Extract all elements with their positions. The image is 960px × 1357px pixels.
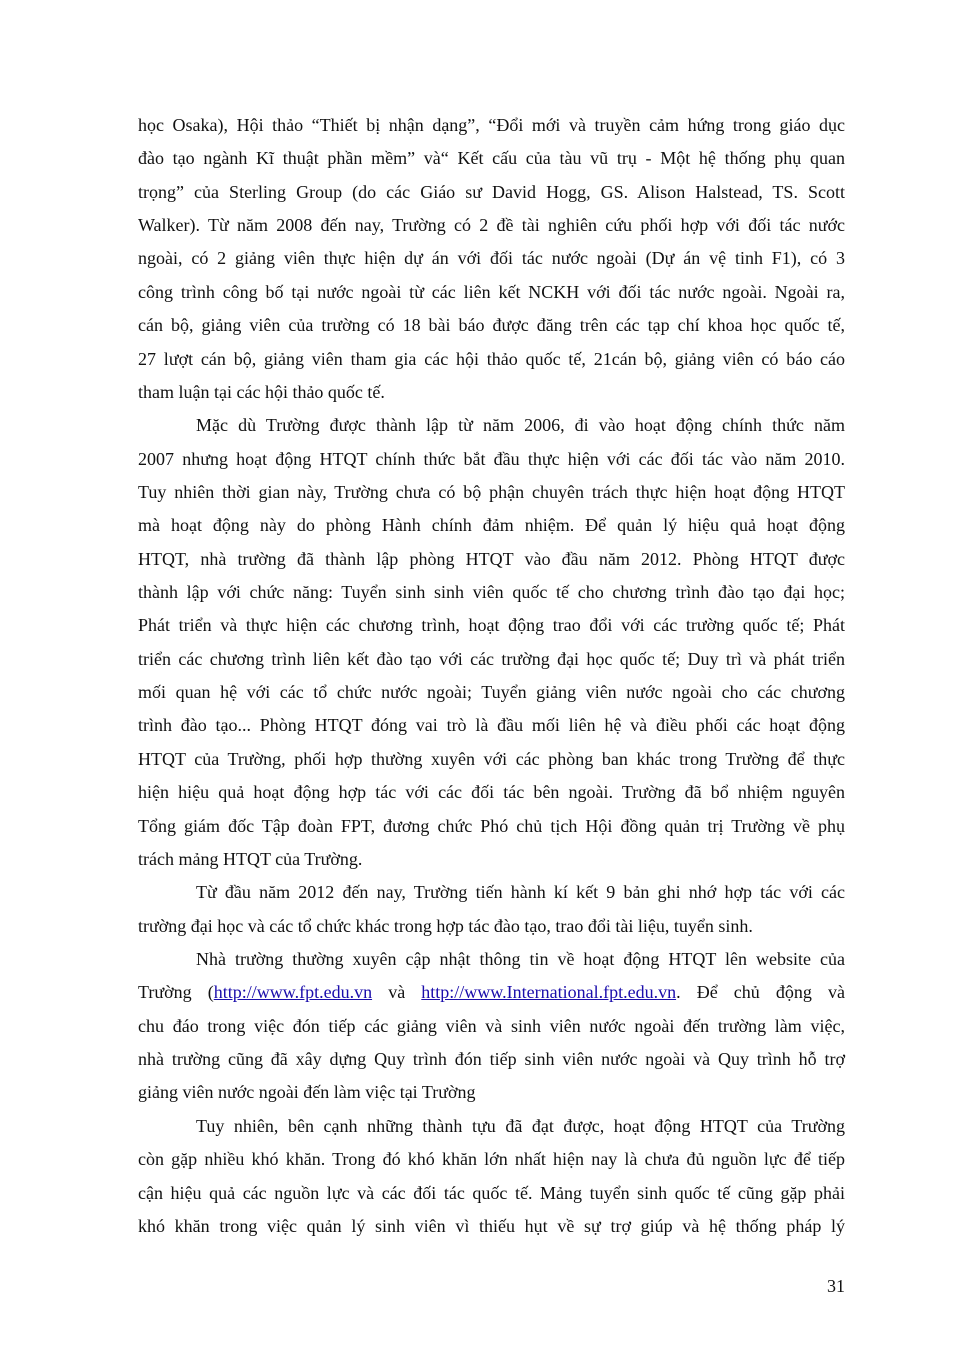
- text-line: Mặc dù Trường được thành lập từ năm 2006, đi vào hoạt động chính thức năm: [196, 415, 845, 436]
- text-line: 27 lượt cán bộ, giảng viên tham gia các hội thảo quốc tế, 21cán bộ, giảng viên có báo cáo: [138, 348, 845, 369]
- international-website-link[interactable]: http://www.International.fpt.edu.vn: [421, 982, 677, 1003]
- text-line: triển các chương trình liên kết đào tạo với các trường đại học quốc tế; Duy trì và phát triển: [138, 648, 845, 669]
- text-line: HTQT, nhà trường đã thành lập phòng HTQT vào đầu năm 2012. Phòng HTQT được: [138, 548, 845, 569]
- text-line: Từ đầu năm 2012 đến nay, Trường tiến hành kí kết 9 bản ghi nhớ hợp tác với các: [196, 882, 845, 903]
- paragraph: [138, 409, 845, 876]
- text-line: trách mảng HTQT của Trường.: [138, 848, 363, 869]
- text-line: cán bộ, giảng viên của trường có 18 bài báo được đăng trên các tạp chí khoa học quốc tế,: [138, 315, 845, 336]
- text-line: công trình công bố tại nước ngoài từ các liên kết NCKH với đối tác nước ngoài. Ngoài ra,: [138, 281, 845, 302]
- text-line: nhà trường cũng đã xây dựng Quy trình đón tiếp sinh viên nước ngoài và Quy trình hỗ trợ: [138, 1049, 845, 1070]
- paragraph: [138, 943, 845, 1110]
- text-line: trọng” của Sterling Group (do các Giáo sư David Hogg, GS. Alison Halstead, TS. Scott: [138, 181, 845, 202]
- text-segment: và: [372, 982, 422, 1003]
- text-line: chu đáo trong việc đón tiếp các giảng viên và sinh viên nước ngoài đến trường làm việc,: [138, 1015, 845, 1036]
- text-line: khó khăn trong việc quản lý sinh viên vì thiếu hụt về sự trợ giúp và hệ thống pháp lý: [138, 1215, 845, 1236]
- text-line: Phát triển và thực hiện các chương trình, hoạt động trao đổi với các trường quốc tế; Phát: [138, 615, 845, 636]
- text-line: Tổng giám đốc Tập đoàn FPT, đương chức Phó chủ tịch Hội đồng quản trị Trường về phụ: [138, 815, 845, 836]
- paragraph: [138, 1110, 845, 1243]
- text-line: Walker). Từ năm 2008 đến nay, Trường có 2 đề tài nghiên cứu phối hợp với đối tác nước: [138, 215, 845, 236]
- text-line: HTQT của Trường, phối hợp thường xuyên với các phòng ban khác trong Trường để thực: [138, 748, 845, 769]
- text-line: tham luận tại các hội thảo quốc tế.: [138, 381, 385, 402]
- text-segment: . Để chủ động và: [676, 982, 846, 1003]
- text-segment: Trường (: [138, 982, 214, 1003]
- text-line: thành lập với chức năng: Tuyển sinh sinh viên quốc tế cho chương trình đào tạo đại học;: [138, 582, 845, 603]
- text-line: hiện hiệu quả hoạt động hợp tác với các đối tác bên ngoài. Trường đã bổ nhiệm nguyên: [138, 782, 845, 803]
- document-body: [138, 109, 845, 1243]
- paragraph: [138, 876, 845, 943]
- text-line: đào tạo ngành Kĩ thuật phần mềm” và“ Kết cấu của tàu vũ trụ - Một hệ thống phụ quan: [138, 148, 845, 169]
- text-line: mà hoạt động này do phòng Hành chính đảm nhiệm. Để quản lý hiệu quả hoạt động: [138, 515, 845, 536]
- text-line: giảng viên nước ngoài đến làm việc tại Trường: [138, 1082, 476, 1103]
- text-line: trường đại học và các tổ chức khác trong hợp tác đào tạo, trao đổi tài liệu, tuyển sinh.: [138, 915, 753, 936]
- paragraph: [138, 109, 845, 409]
- page-number: 31: [827, 1276, 845, 1296]
- text-line: mối quan hệ với các tổ chức nước ngoài; Tuyển giảng viên nước ngoài cho các chương: [138, 682, 845, 703]
- text-line: Tuy nhiên thời gian này, Trường chưa có bộ phận chuyên trách thực hiện hoạt động HTQT: [138, 481, 845, 502]
- text-line: học Osaka), Hội thảo “Thiết bị nhận dạng”, “Đổi mới và truyền cảm hứng trong giáo dục: [138, 115, 845, 135]
- text-line: ngoài, có 2 giảng viên thực hiện dự án với đối tác nước ngoài (Dự án vệ tinh F1), có 3: [138, 248, 845, 269]
- text-line: Tuy nhiên, bên cạnh những thành tựu đã đạt được, hoạt động HTQT của Trường: [196, 1115, 845, 1136]
- fpt-website-link[interactable]: http://www.fpt.edu.vn: [213, 982, 373, 1003]
- text-line: Nhà trường thường xuyên cập nhật thông tin về hoạt động HTQT lên website của: [196, 948, 845, 969]
- text-line: trình đào tạo... Phòng HTQT đóng vai trò là đầu mối liên hệ và điều phối các hoạt động: [138, 715, 845, 736]
- text-line: cận hiệu quả các nguồn lực và các đối tác quốc tế. Mảng tuyển sinh quốc tế cũng gặp phải: [138, 1182, 845, 1203]
- text-line: 2007 nhưng hoạt động HTQT chính thức bắt đầu thực hiện với các đối tác vào năm 2010.: [138, 448, 845, 469]
- text-line: còn gặp nhiều khó khăn. Trong đó khó khăn lớn nhất hiện nay là chưa đủ nguồn lực để tiếp: [138, 1149, 845, 1170]
- text-line-with-links: [138, 976, 845, 1009]
